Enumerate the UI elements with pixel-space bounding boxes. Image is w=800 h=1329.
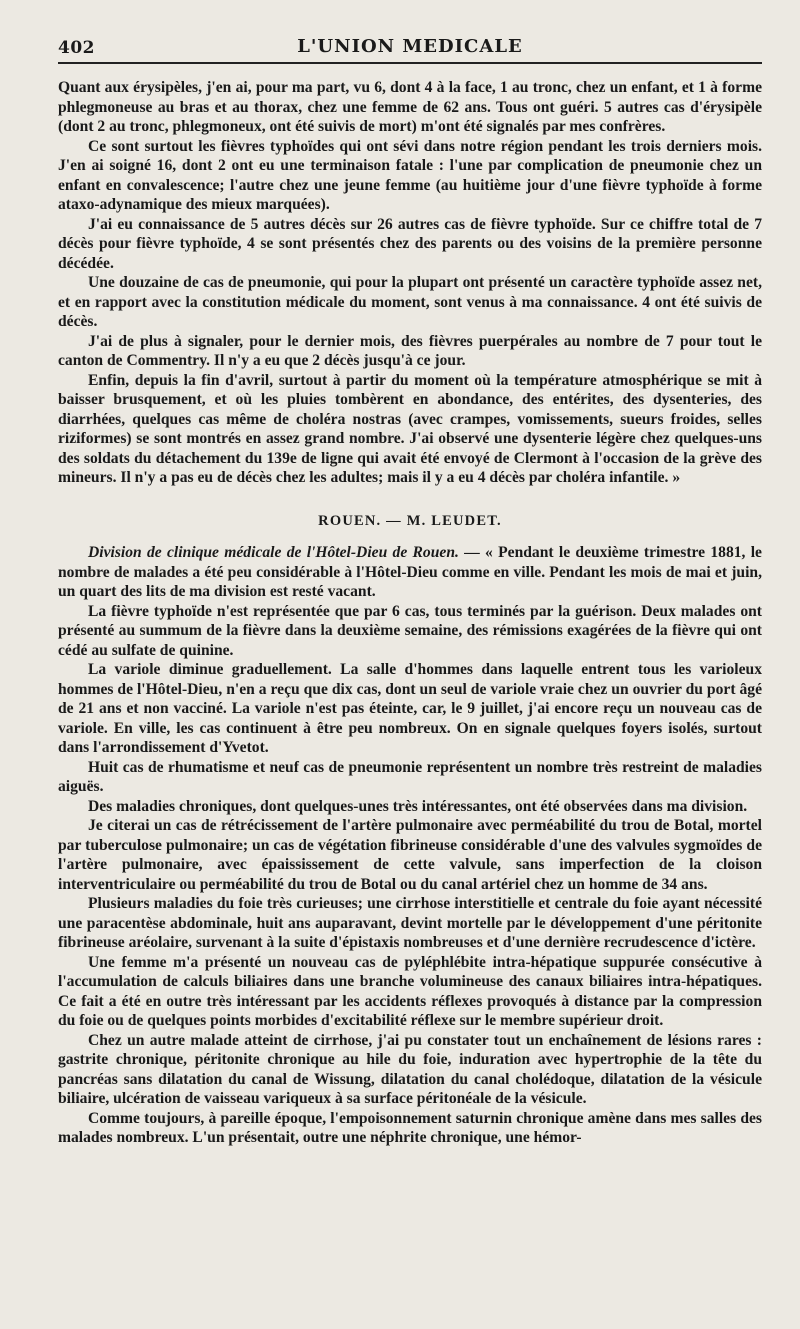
body-text (58, 78, 762, 1148)
paragraph: Huit cas de rhumatisme et neuf cas de pneumonie représentent un nombre très restreint de maladies aiguës. (58, 758, 762, 795)
paragraph: J'ai de plus à signaler, pour le dernier mois, des fièvres puerpérales au nombre de 7 pour tout le canton de Commentry. Il n'y a eu que 2 décès jusqu'à ce jour. (58, 332, 762, 369)
paragraph: J'ai eu connaissance de 5 autres décès sur 26 autres cas de fièvre typhoïde. Sur ce chiffre total de 7 décès pour fièvre typhoïde, 4 se sont présentés chez des parents ou des voisins de la première personne décédée. (58, 215, 762, 272)
paragraph: Des maladies chroniques, dont quelques-unes très intéressantes, ont été observées dans ma division. (88, 797, 748, 815)
paragraph: Une femme m'a présenté un nouveau cas de pyléphlébite intra-hépatique suppurée consécutive à l'accumulation de calculs biliaires dans une branche volumineuse des canaux biliaires intra-hépatiques. Ce fait a été en outre très intéressant par les accidents réflexes provoqués à distance par la compression du foie ou de quelques points morbides d'excitabilité réflexe sur le membre supérieur droit. (58, 953, 762, 1029)
paragraph: La variole diminue graduellement. La salle d'hommes dans laquelle entrent tous les varioleux hommes de l'Hôtel-Dieu, n'en a reçu que dix cas, dont un seul de variole vraie chez un ouvrier du port âgé de 21 ans et non vacciné. La variole n'est pas éteinte, car, le 9 juillet, j'ai encore reçu un nouveau cas de variole. En ville, les cas continuent à être peu nombreux. On en signale quelques foyers isolés, surtout dans l'arrondissement d'Yvetot. (58, 661, 762, 756)
paragraph: Quant aux érysipèles, j'en ai, pour ma part, vu 6, dont 4 à la face, 1 au tronc, chez un enfant, et 1 à forme phlegmoneuse au bras et au thorax, chez une femme de 62 ans. Tous ont guéri. 5 autres cas d'érysipèle (dont 2 au tronc, phlegmoneux, ont été suivis de mort) m'ont été signalés par mes confrères. (58, 79, 762, 135)
running-head: L'UNION MEDICALE (297, 36, 523, 57)
section-title: ROUEN. — M. LEUDET. (318, 512, 502, 529)
intro-paragraph (58, 543, 762, 602)
page-header (58, 36, 762, 64)
intro-rest: — « Pendant le deuxième trimestre 1881, le nombre de malades a été peu considérable à l'Hôtel-Dieu comme en ville. Pendant les mois de mai et juin, un quart des lits de ma division est resté vacant. (58, 544, 762, 600)
paragraph: Comme toujours, à pareille époque, l'empoisonnement saturnin chronique amène dans mes salles des malades nombreux. L'un présentait, outre une néphrite chronique, une hémor- (58, 1109, 762, 1146)
paragraph: Ce sont surtout les fièvres typhoïdes qui ont sévi dans notre région pendant les trois derniers mois. J'en ai soigné 16, dont 2 ont eu une terminaison fatale : l'une par complication de pneumonie chez un enfant en convalescence; l'autre chez une jeune femme (au huitième jour d'une fièvre typhoïde à forme ataxo-adynamique des mieux marquées). (58, 137, 762, 213)
paragraph: Enfin, depuis la fin d'avril, surtout à partir du moment où la température atmosphérique se mit à baisser brusquement, et où les pluies tombèrent en abondance, des entérites, des dysenteries, des diarrhées, quelques cas même de choléra nostras (avec crampes, vomissements, sueurs froides, selles riziformes) se sont montrés en assez grand nombre. J'ai observé une dysenterie légère chez quelques-uns des soldats du détachement du 139e de ligne qui avait été envoyé de Clermont à l'occasion de la grève des mineurs. Il n'y a pas eu de décès chez les adultes; mais il y a eu 4 décès par choléra infantile. » (58, 371, 762, 486)
paragraph: La fièvre typhoïde n'est représentée que par 6 cas, tous terminés par la guérison. Deux malades ont présenté au summum de la fièvre dans la deuxième semaine, des rémissions exagérées de la fièvre qui ont cédé au sulfate de quinine. (58, 602, 762, 659)
page-number: 402 (58, 38, 95, 58)
paragraph: Plusieurs maladies du foie très curieuses; une cirrhose interstitielle et centrale du foie ayant nécessité une paracentèse abdominale, huit ans auparavant, devint mortelle par le développement d'une péritonite fibrineuse aréolaire, survenant à la suite d'épistaxis nombreuses et d'une dernière recrudescence d'ictère. (58, 895, 762, 951)
paragraph: Une douzaine de cas de pneumonie, qui pour la plupart ont présenté un caractère typhoïde assez net, et en rapport avec la constitution médicale du moment, sont venus à ma connaissance. 4 ont été suivis de décès. (58, 274, 762, 330)
paragraph: Chez un autre malade atteint de cirrhose, j'ai pu constater tout un enchaînement de lésions rares : gastrite chronique, péritonite chronique au hile du foie, induration avec hypertrophie de la tête du pancréas sans dilatation du canal de Wissung, dilatation du canal cholédoque, dilatation de la vésicule biliaire, ulcération de vaisseau variqueux à sa surface péritonéale de la vésicule. (58, 1031, 762, 1107)
paragraph: Je citerai un cas de rétrécissement de l'artère pulmonaire avec perméabilité du trou de Botal, mortel par tuberculose pulmonaire; un cas de végétation fibrineuse considérable d'une des valvules sygmoïdes de l'artère pulmonaire, avec épaississement de cette valvule, sans imperfection de la cloison interventriculaire ou perméabilité du trou de Botal ou du canal artériel chez un homme de 34 ans. (58, 817, 762, 893)
intro-italic: Division de clinique médicale de l'Hôtel-Dieu de Rouen. (88, 544, 459, 561)
